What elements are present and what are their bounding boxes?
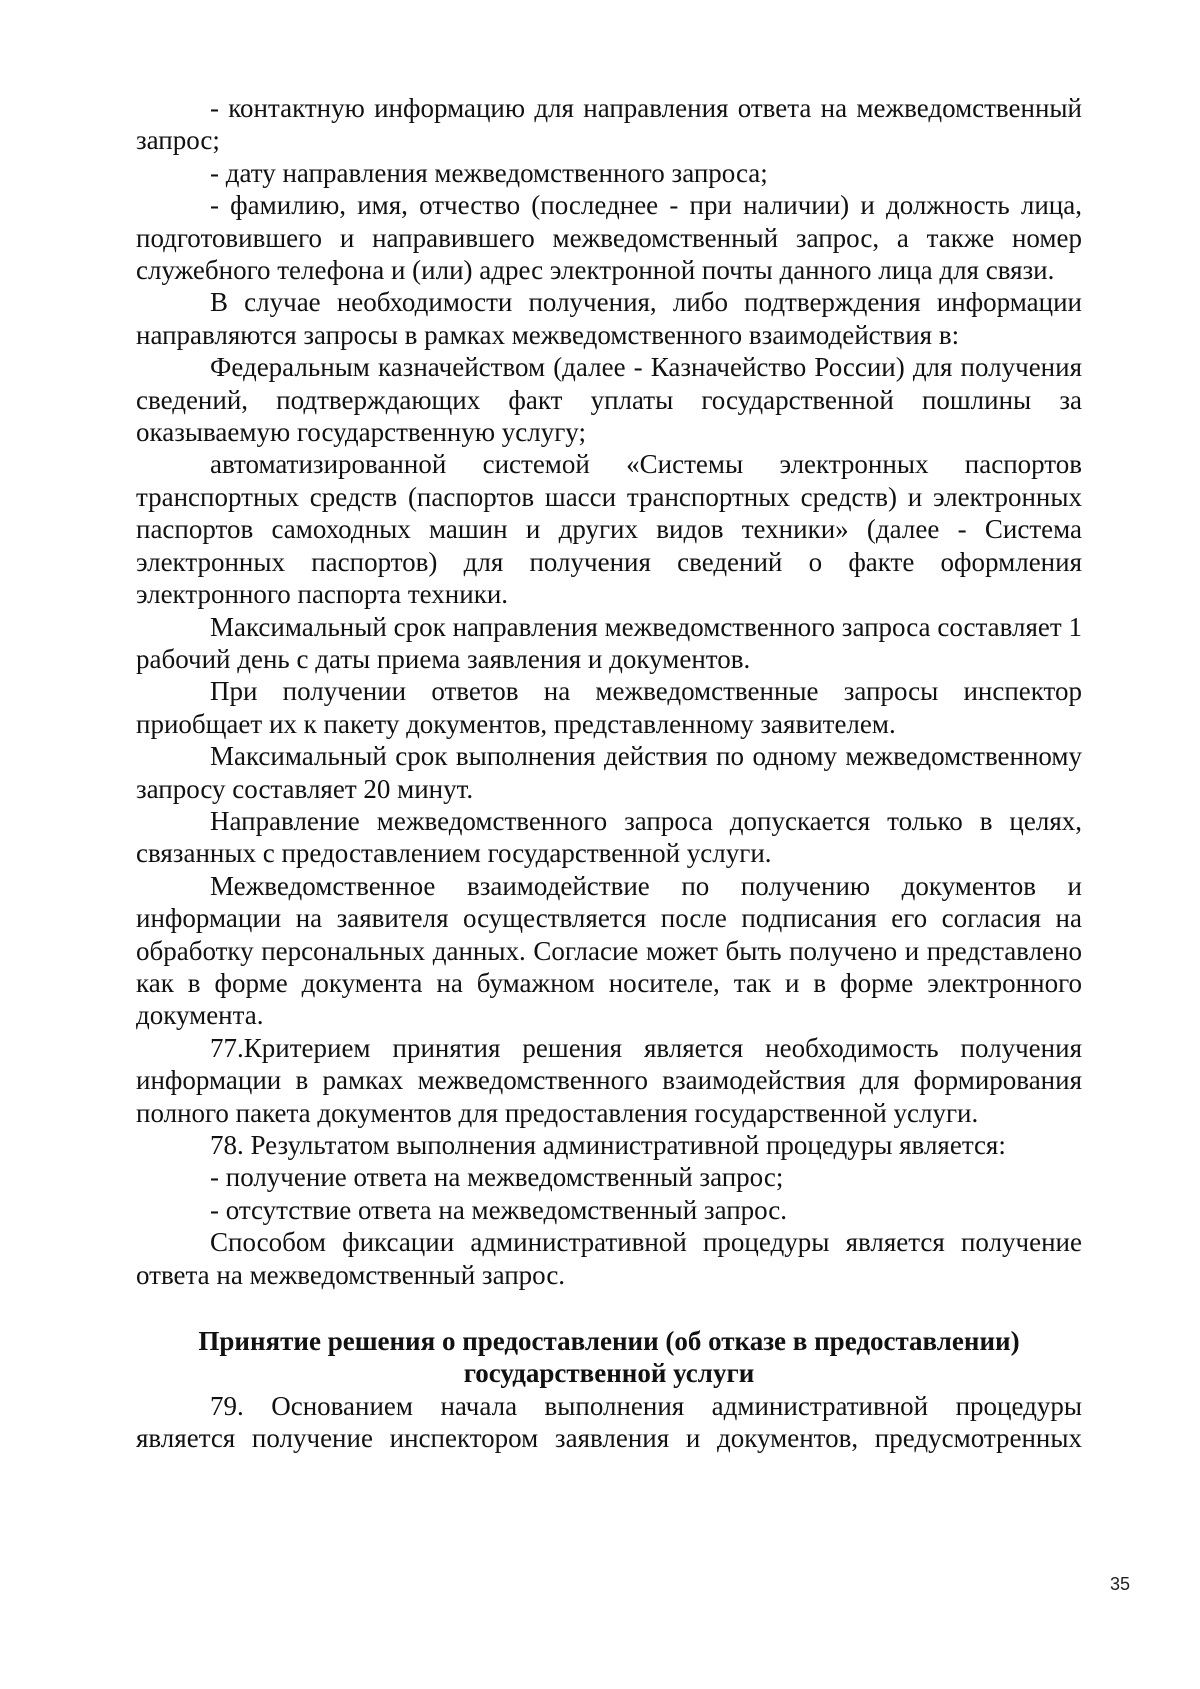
paragraph-request-purpose: Направление межведомственного запроса допускается только в целях, связанных с предоставлением государственной услуги.: [136, 805, 1082, 869]
section-heading-line-2: государственной услуги: [463, 1358, 755, 1389]
paragraph-max-term-action: Максимальный срок выполнения действия по одному межведомственному запросу составляет 20 минут.: [136, 741, 1082, 804]
paragraph-79: 79. Основанием начала выполнения административной процедуры является получение инспектором заявления и документов, предусмотренных: [136, 1390, 1082, 1454]
paragraph-result-no-response: - отсутствие ответа на межведомственный запрос.: [210, 1194, 788, 1225]
paragraph-fixation-method: Способом фиксации административной процедуры является получение ответа на межведомственный запрос.: [136, 1227, 1082, 1290]
paragraph-electronic-passports: автоматизированной системой «Системы электронных паспортов транспортных средств (паспортов шасси транспортных средств) и электронных паспортов самоходных машин и других видов техники» (далее - Система электронных паспортов) для получения сведений о факте оформления электронного паспорта техники.: [136, 449, 1082, 610]
section-heading: [136, 1325, 1082, 1390]
section-heading-line-1: Принятие решения о предоставлении (об отказе в предоставлении): [198, 1326, 1020, 1357]
paragraph-contact-info: - контактную информацию для направления ответа на межведомственный запрос;: [136, 93, 1082, 156]
paragraph-official-name: - фамилию, имя, отчество (последнее - при наличии) и должность лица, подготовившего и направившего межведомственный запрос, а также номер служебного телефона и (или) адрес электронной почты данного лица для связи.: [136, 190, 1082, 286]
page-number: 35: [1110, 1574, 1131, 1594]
paragraph-78: 78. Результатом выполнения административной процедуры является:: [210, 1130, 1006, 1160]
paragraph-responses: При получении ответов на межведомственные запросы инспектор приобщает их к пакету документов, представленному заявителем.: [136, 676, 1082, 739]
paragraph-max-term-request: Максимальный срок направления межведомственного запроса составляет 1 рабочий день с даты приема заявления и документов.: [136, 611, 1082, 674]
paragraph-result-response: - получение ответа на межведомственный запрос;: [210, 1162, 784, 1193]
paragraph-request-date: - дату направления межведомственного запроса;: [210, 157, 768, 188]
paragraph-77: 77.Критерием принятия решения является необходимость получения информации в рамках межведомственного взаимодействия для формирования полного пакета документов для предоставления государственной услуги.: [136, 1032, 1082, 1128]
paragraph-consent: Межведомственное взаимодействие по получению документов и информации на заявителя осуществляется после подписания его согласия на обработку персональных данных. Согласие может быть получено и представлено как в форме документа на бумажном носителе, так и в форме электронного документа.: [136, 870, 1082, 1031]
paragraph-requests-sent: В случае необходимости получения, либо подтверждения информации направляются запросы в рамках межведомственного взаимодействия в:: [136, 287, 1082, 350]
document-page: [136, 92, 1082, 1455]
paragraph-treasury: Федеральным казначейством (далее - Казначейство России) для получения сведений, подтверждающих факт уплаты государственной пошлины за оказываемую государственную услугу;: [136, 352, 1082, 448]
